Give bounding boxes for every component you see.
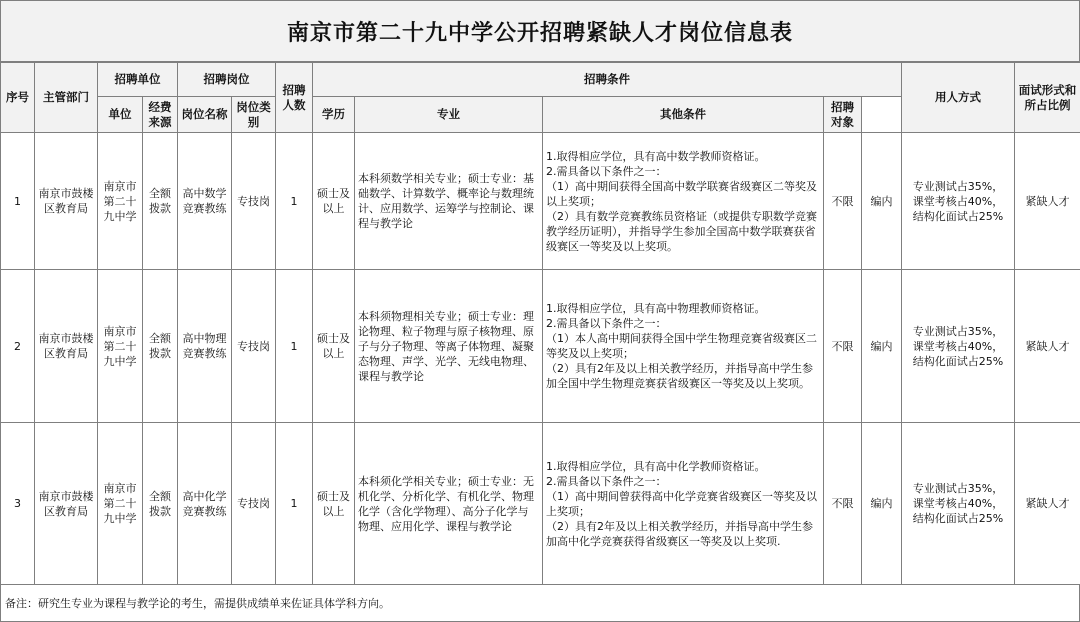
- header-funding: 经费来源: [143, 97, 178, 133]
- header-dept: 主管部门: [35, 63, 98, 133]
- interview-line: 结构化面试占25%: [905, 511, 1011, 526]
- cell-count: 1: [276, 270, 313, 423]
- cell-remark: 紧缺人才: [1015, 133, 1080, 270]
- cell-interview: [902, 133, 1015, 270]
- cell-unit: 南京市第二十九中学: [98, 423, 143, 585]
- header-employ: 用人方式: [902, 63, 1015, 133]
- header-seq: 序号: [1, 63, 35, 133]
- other-line: 1.取得相应学位，具有高中物理教师资格证。: [546, 301, 820, 316]
- cell-target: 不限: [824, 423, 862, 585]
- header-unit: 单位: [98, 97, 143, 133]
- cell-unit: 南京市第二十九中学: [98, 270, 143, 423]
- table-row: [1, 423, 1080, 585]
- other-line: （1）高中期间获得全国高中数学联赛省级赛区二等奖及以上奖项；: [546, 179, 820, 209]
- table-row: [1, 270, 1080, 423]
- interview-line: 课堂考核占40%，: [905, 496, 1011, 511]
- cell-post-type: 专技岗: [232, 423, 276, 585]
- interview-line: 专业测试占35%，: [905, 179, 1011, 194]
- sheet-title: 南京市第二十九中学公开招聘紧缺人才岗位信息表: [0, 0, 1080, 62]
- cell-count: 1: [276, 133, 313, 270]
- header-interview: 面试形式和所占比例: [1015, 63, 1080, 133]
- cell-other: [543, 423, 824, 585]
- cell-dept: 南京市鼓楼区教育局: [35, 270, 98, 423]
- cell-post-type: 专技岗: [232, 270, 276, 423]
- header-post-group: 招聘岗位: [178, 63, 276, 97]
- footnote: 备注：研究生专业为课程与教学论的考生，需提供成绩单来佐证具体学科方向。: [0, 585, 1080, 622]
- cell-edu: 硕士及以上: [313, 423, 355, 585]
- other-line: （1）高中期间曾获得高中化学竞赛省级赛区一等奖及以上奖项；: [546, 489, 820, 519]
- cell-dept: 南京市鼓楼区教育局: [35, 423, 98, 585]
- other-line: （2）具有数学竞赛教练员资格证（或提供专职数学竞赛教学经历证明），并指导学生参加全国高中数学联赛获省级赛区一等奖及以上奖项。: [546, 209, 820, 254]
- cell-post-name: 高中物理竞赛教练: [178, 270, 232, 423]
- interview-line: 专业测试占35%，: [905, 481, 1011, 496]
- interview-line: 结构化面试占25%: [905, 209, 1011, 224]
- cell-count: 1: [276, 423, 313, 585]
- header-post-name: 岗位名称: [178, 97, 232, 133]
- other-line: 1.取得相应学位，具有高中数学教师资格证。: [546, 149, 820, 164]
- cell-seq: 1: [1, 133, 35, 270]
- cell-remark: 紧缺人才: [1015, 270, 1080, 423]
- cell-employ: 编内: [862, 270, 902, 423]
- cell-post-name: 高中化学竞赛教练: [178, 423, 232, 585]
- cell-major: 本科须数学相关专业；硕士专业：基础数学、计算数学、概率论与数理统计、应用数学、运筹学与控制论、课程与教学论: [355, 133, 543, 270]
- cell-employ: 编内: [862, 133, 902, 270]
- cell-post-type: 专技岗: [232, 133, 276, 270]
- cell-seq: 3: [1, 423, 35, 585]
- cell-major: 本科须物理相关专业；硕士专业：理论物理、粒子物理与原子核物理、原子与分子物理、等离子体物理、凝聚态物理、声学、光学、无线电物理、课程与教学论: [355, 270, 543, 423]
- header-other: 其他条件: [543, 97, 824, 133]
- cell-seq: 2: [1, 270, 35, 423]
- cell-target: 不限: [824, 270, 862, 423]
- header-edu: 学历: [313, 97, 355, 133]
- interview-line: 课堂考核占40%，: [905, 194, 1011, 209]
- interview-line: 专业测试占35%，: [905, 324, 1011, 339]
- cell-dept: 南京市鼓楼区教育局: [35, 133, 98, 270]
- other-line: 1.取得相应学位，具有高中化学教师资格证。: [546, 459, 820, 474]
- cell-interview: [902, 423, 1015, 585]
- cell-employ: 编内: [862, 423, 902, 585]
- cell-target: 不限: [824, 133, 862, 270]
- cell-edu: 硕士及以上: [313, 133, 355, 270]
- cell-funding: 全额拨款: [143, 133, 178, 270]
- other-line: 2.需具备以下条件之一：: [546, 316, 820, 331]
- header-unit-group: 招聘单位: [98, 63, 178, 97]
- header-count: 招聘人数: [276, 63, 313, 133]
- cell-major: 本科须化学相关专业；硕士专业：无机化学、分析化学、有机化学、物理化学（含化学物理）、高分子化学与物理、应用化学、课程与教学论: [355, 423, 543, 585]
- other-line: （2）具有2年及以上相关教学经历，并指导高中学生参加高中化学竞赛获得省级赛区一等奖及以上奖项.: [546, 519, 820, 549]
- other-line: 2.需具备以下条件之一：: [546, 474, 820, 489]
- cell-interview: [902, 270, 1015, 423]
- cell-other: [543, 133, 824, 270]
- other-line: （2）具有2年及以上相关教学经历，并指导高中学生参加全国中学生物理竞赛获省级赛区一等奖及以上奖项。: [546, 361, 820, 391]
- header-post-type: 岗位类别: [232, 97, 276, 133]
- header-major: 专业: [355, 97, 543, 133]
- cell-edu: 硕士及以上: [313, 270, 355, 423]
- cell-funding: 全额拨款: [143, 270, 178, 423]
- header-cond-group: 招聘条件: [313, 63, 902, 97]
- header-target: 招聘对象: [824, 97, 862, 133]
- cell-post-name: 高中数学竞赛教练: [178, 133, 232, 270]
- interview-line: 课堂考核占40%，: [905, 339, 1011, 354]
- other-line: （1）本人高中期间获得全国中学生物理竞赛省级赛区二等奖及以上奖项；: [546, 331, 820, 361]
- cell-other: [543, 270, 824, 423]
- cell-funding: 全额拨款: [143, 423, 178, 585]
- positions-table: [0, 62, 1080, 585]
- interview-line: 结构化面试占25%: [905, 354, 1011, 369]
- other-line: 2.需具备以下条件之一：: [546, 164, 820, 179]
- header-row-1: [1, 63, 1080, 97]
- table-row: [1, 133, 1080, 270]
- cell-unit: 南京市第二十九中学: [98, 133, 143, 270]
- cell-remark: 紧缺人才: [1015, 423, 1080, 585]
